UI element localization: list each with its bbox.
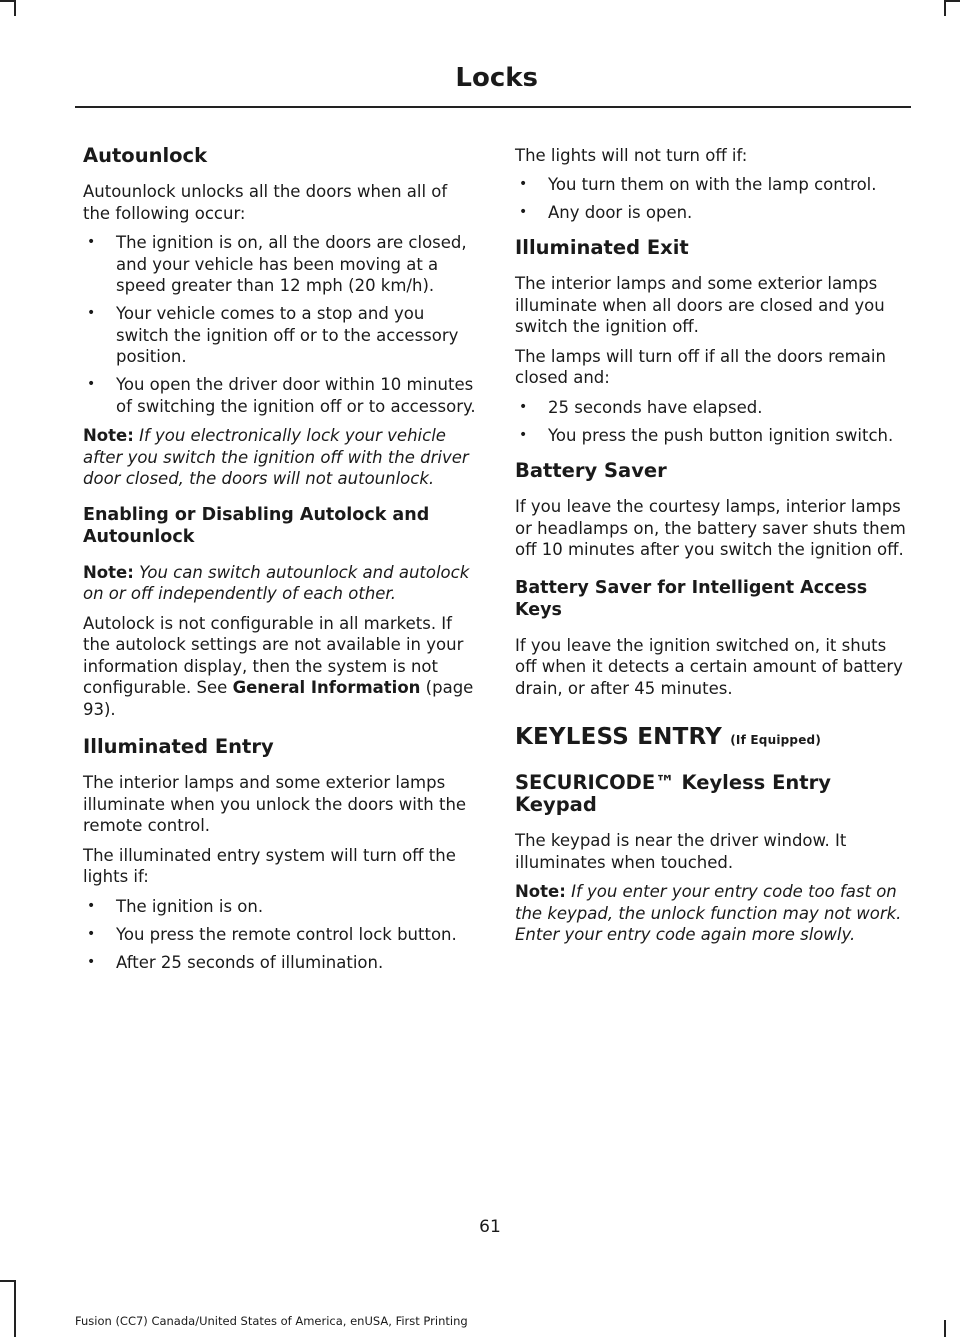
- list-item: • You press the remote control lock button.: [83, 924, 478, 946]
- illuminated-exit-heading: Illuminated Exit: [515, 236, 689, 259]
- battery-saver-paragraph: If you leave the courtesy lamps, interior lamps or headlamps on, the battery saver shuts them off 10 minutes after you switch the ignition off.: [515, 497, 906, 559]
- list-item: • 25 seconds have elapsed.: [515, 397, 910, 419]
- list-item: • You open the driver door within 10 minutes of switching the ignition off or to accessory.: [83, 374, 478, 417]
- crop-mark: [0, 1280, 14, 1282]
- lights-off-intro: The lights will not turn off if:: [515, 146, 748, 165]
- header-rule: [75, 106, 911, 108]
- note-text: If you enter your entry code too fast on the keypad, the unlock function may not work. Enter your entry code again more slowly.: [515, 882, 902, 944]
- crop-mark: [0, 0, 14, 2]
- securicode-heading: SECURICODE™ Keyless Entry Keypad: [515, 771, 831, 816]
- crop-mark: [944, 0, 946, 16]
- general-information-link[interactable]: General Information: [232, 678, 421, 697]
- print-info: Fusion (CC7) Canada/United States of America, enUSA, First Printing: [75, 1314, 468, 1328]
- autounlock-heading: Autounlock: [83, 144, 208, 167]
- right-column: [515, 145, 910, 954]
- illuminated-entry-p2: The illuminated entry system will turn off the lights if:: [83, 845, 456, 886]
- crop-mark: [946, 0, 960, 2]
- illuminated-entry-list: [83, 896, 478, 974]
- note-label: Note:: [83, 562, 134, 582]
- note-label: Note:: [515, 882, 566, 901]
- note-label: Note:: [83, 426, 134, 445]
- list-item: • The ignition is on.: [83, 896, 478, 918]
- keypad-paragraph: The keypad is near the driver window. It illuminates when touched.: [515, 831, 847, 872]
- autounlock-intro: Autounlock unlocks all the doors when all of the following occur:: [83, 182, 448, 223]
- page-reference: (page 93).: [83, 678, 474, 719]
- autounlock-list: [83, 232, 478, 417]
- illuminated-exit-list: [515, 397, 910, 447]
- crop-mark: [14, 1280, 16, 1337]
- lights-off-list: [515, 174, 910, 224]
- crop-mark: [14, 0, 16, 16]
- if-equipped-label: (If Equipped): [730, 733, 822, 747]
- enabling-heading: Enabling or Disabling Autolock and Autounlock: [83, 504, 430, 547]
- list-item: • The ignition is on, all the doors are closed, and your vehicle has been moving at a speed greater than 12 mph (20 km/h).: [83, 232, 478, 297]
- battery-saver-keys-heading: Battery Saver for Intelligent Access Keys: [515, 577, 868, 620]
- battery-saver-keys-paragraph: If you leave the ignition switched on, it shuts off when it detects a certain amount of battery drain, or after 45 minutes.: [515, 635, 903, 698]
- note-keypad: [515, 881, 910, 946]
- illuminated-entry-p1: The interior lamps and some exterior lamps illuminate when you unlock the doors with the remote control.: [83, 773, 467, 835]
- note-autounlock: [83, 425, 478, 490]
- list-item: • You press the push button ignition switch.: [515, 425, 910, 447]
- list-item: • You turn them on with the lamp control.: [515, 174, 910, 196]
- note-text: If you electronically lock your vehicle after you switch the ignition off with the driver door closed, the doors will not autounlock.: [83, 426, 469, 488]
- left-column: [83, 145, 478, 981]
- list-item: • After 25 seconds of illumination.: [83, 952, 478, 974]
- keyless-entry-title: KEYLESS ENTRY: [515, 724, 723, 750]
- page-title: Locks: [455, 63, 538, 93]
- illuminated-exit-p1: The interior lamps and some exterior lamps illuminate when all doors are closed and you switch the ignition off.: [515, 274, 885, 336]
- illuminated-exit-p2: The lamps will turn off if all the doors remain closed and:: [515, 346, 886, 387]
- note-independent: [83, 562, 478, 605]
- page-number: 61: [479, 1217, 501, 1237]
- keyless-entry-heading: [515, 723, 910, 754]
- illuminated-entry-heading: Illuminated Entry: [83, 735, 274, 758]
- autolock-text: Autolock is not configurable in all markets. If the autolock settings are not available in your information display, then the system is not configurable. See: [83, 613, 464, 697]
- list-item: • Any door is open.: [515, 202, 910, 224]
- note-text: You can switch autounlock and autolock on or off independently of each other.: [83, 562, 470, 603]
- battery-saver-heading: Battery Saver: [515, 459, 667, 482]
- list-item: • Your vehicle comes to a stop and you switch the ignition off or to the accessory position.: [83, 303, 478, 368]
- autolock-paragraph: [83, 613, 478, 721]
- crop-mark: [944, 1320, 946, 1337]
